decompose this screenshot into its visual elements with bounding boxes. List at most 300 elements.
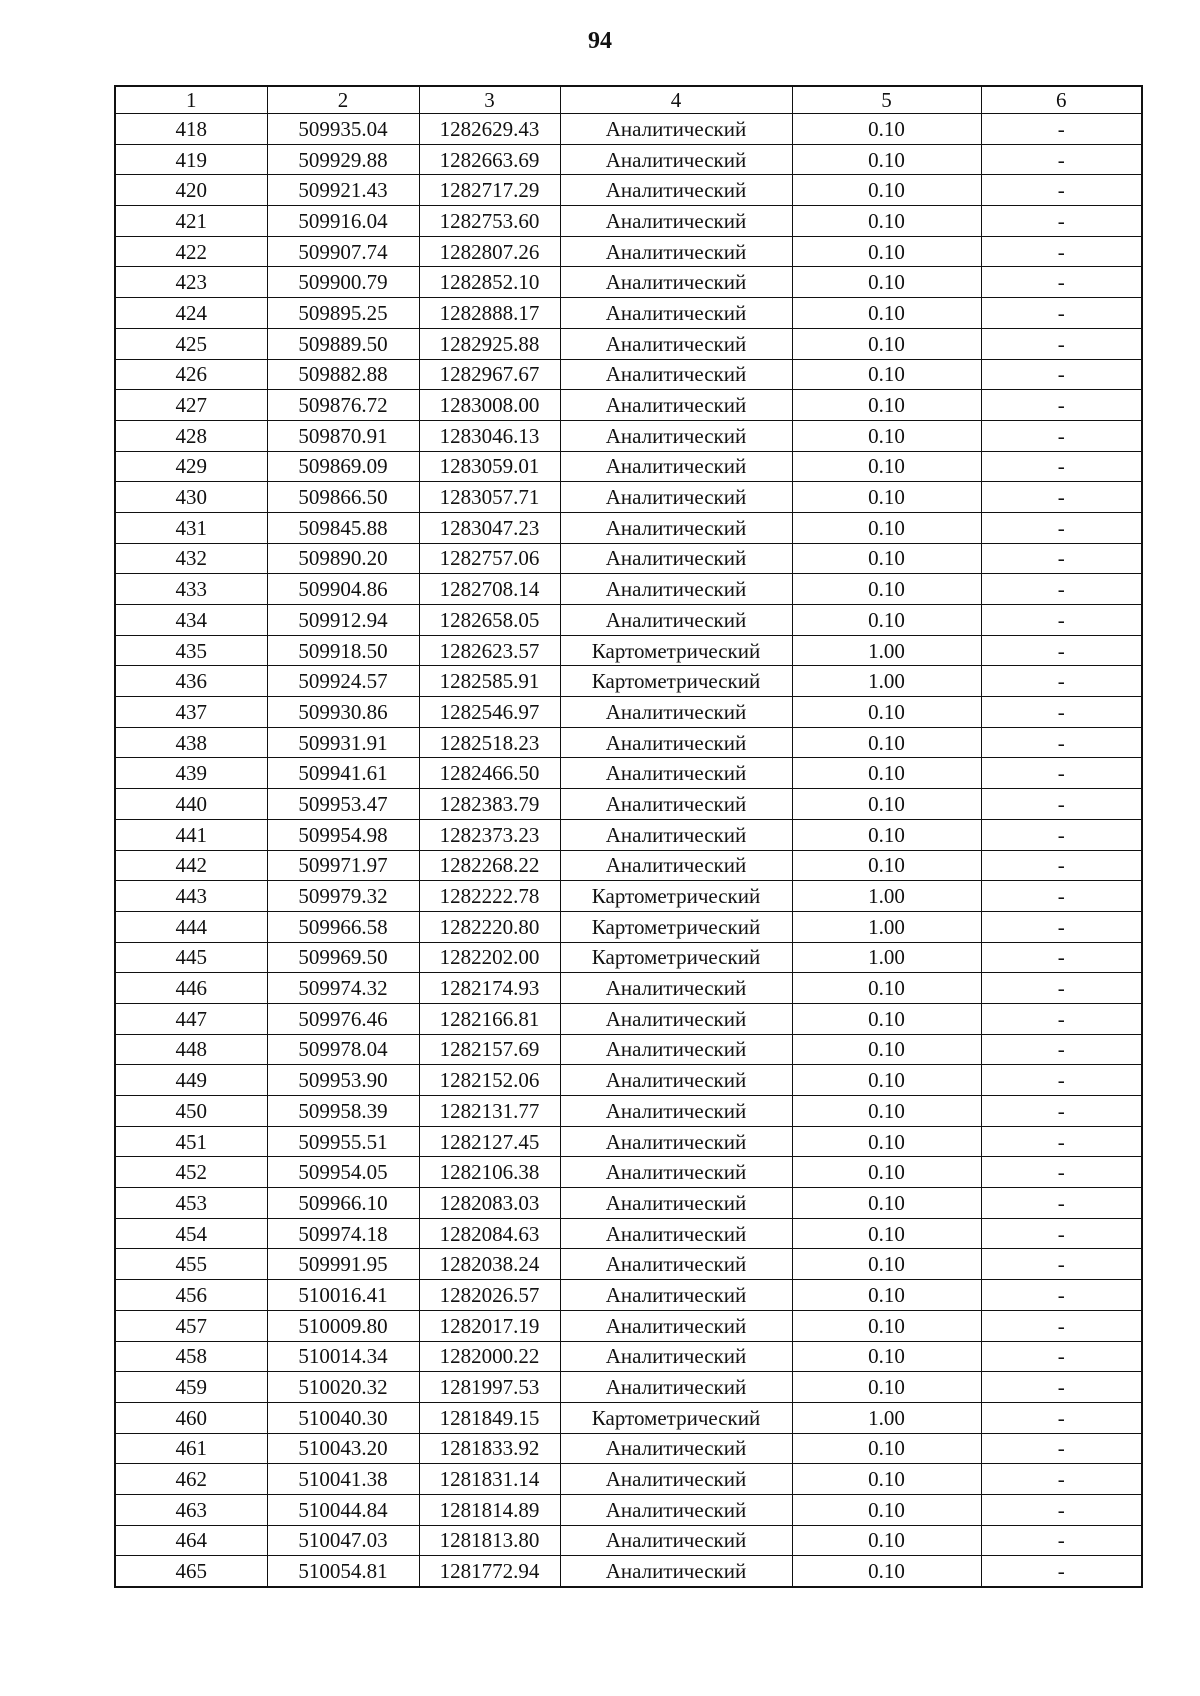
point-number-cell: 421 bbox=[115, 206, 267, 237]
note-cell: - bbox=[981, 236, 1142, 267]
point-number-cell: 460 bbox=[115, 1402, 267, 1433]
note-cell: - bbox=[981, 420, 1142, 451]
x-coordinate-cell: 510054.81 bbox=[267, 1556, 419, 1587]
y-coordinate-cell: 1283046.13 bbox=[419, 420, 560, 451]
note-cell: - bbox=[981, 1372, 1142, 1403]
x-coordinate-cell: 509953.47 bbox=[267, 789, 419, 820]
x-coordinate-cell: 509969.50 bbox=[267, 942, 419, 973]
table-row bbox=[115, 1034, 1142, 1065]
method-cell: Аналитический bbox=[560, 1372, 792, 1403]
accuracy-cell: 0.10 bbox=[792, 574, 981, 605]
y-coordinate-cell: 1282753.60 bbox=[419, 206, 560, 237]
point-number-cell: 454 bbox=[115, 1218, 267, 1249]
table-row bbox=[115, 328, 1142, 359]
column-header-5: 5 bbox=[792, 86, 981, 114]
accuracy-cell: 0.10 bbox=[792, 1556, 981, 1587]
note-cell: - bbox=[981, 1003, 1142, 1034]
method-cell: Аналитический bbox=[560, 482, 792, 513]
x-coordinate-cell: 509924.57 bbox=[267, 666, 419, 697]
note-cell: - bbox=[981, 512, 1142, 543]
method-cell: Аналитический bbox=[560, 819, 792, 850]
accuracy-cell: 0.10 bbox=[792, 1494, 981, 1525]
accuracy-cell: 0.10 bbox=[792, 390, 981, 421]
note-cell: - bbox=[981, 482, 1142, 513]
x-coordinate-cell: 510020.32 bbox=[267, 1372, 419, 1403]
table-body bbox=[115, 114, 1142, 1588]
method-cell: Аналитический bbox=[560, 1464, 792, 1495]
table-row bbox=[115, 420, 1142, 451]
y-coordinate-cell: 1282708.14 bbox=[419, 574, 560, 605]
y-coordinate-cell: 1282202.00 bbox=[419, 942, 560, 973]
method-cell: Аналитический bbox=[560, 512, 792, 543]
point-number-cell: 446 bbox=[115, 973, 267, 1004]
table-row bbox=[115, 206, 1142, 237]
method-cell: Аналитический bbox=[560, 1034, 792, 1065]
point-number-cell: 426 bbox=[115, 359, 267, 390]
column-header-6: 6 bbox=[981, 86, 1142, 114]
y-coordinate-cell: 1282585.91 bbox=[419, 666, 560, 697]
method-cell: Аналитический bbox=[560, 850, 792, 881]
x-coordinate-cell: 509954.98 bbox=[267, 819, 419, 850]
point-number-cell: 458 bbox=[115, 1341, 267, 1372]
note-cell: - bbox=[981, 605, 1142, 636]
point-number-cell: 457 bbox=[115, 1310, 267, 1341]
point-number-cell: 445 bbox=[115, 942, 267, 973]
note-cell: - bbox=[981, 1556, 1142, 1587]
note-cell: - bbox=[981, 1126, 1142, 1157]
y-coordinate-cell: 1282852.10 bbox=[419, 267, 560, 298]
note-cell: - bbox=[981, 1065, 1142, 1096]
table-row bbox=[115, 390, 1142, 421]
note-cell: - bbox=[981, 973, 1142, 1004]
y-coordinate-cell: 1282623.57 bbox=[419, 635, 560, 666]
x-coordinate-cell: 509921.43 bbox=[267, 175, 419, 206]
y-coordinate-cell: 1282106.38 bbox=[419, 1157, 560, 1188]
y-coordinate-cell: 1282166.81 bbox=[419, 1003, 560, 1034]
accuracy-cell: 0.10 bbox=[792, 420, 981, 451]
y-coordinate-cell: 1282083.03 bbox=[419, 1188, 560, 1219]
y-coordinate-cell: 1281849.15 bbox=[419, 1402, 560, 1433]
point-number-cell: 433 bbox=[115, 574, 267, 605]
table-row bbox=[115, 758, 1142, 789]
x-coordinate-cell: 509929.88 bbox=[267, 144, 419, 175]
method-cell: Картометрический bbox=[560, 666, 792, 697]
note-cell: - bbox=[981, 1096, 1142, 1127]
method-cell: Аналитический bbox=[560, 1065, 792, 1096]
y-coordinate-cell: 1282888.17 bbox=[419, 298, 560, 329]
note-cell: - bbox=[981, 1341, 1142, 1372]
method-cell: Картометрический bbox=[560, 942, 792, 973]
y-coordinate-cell: 1283059.01 bbox=[419, 451, 560, 482]
accuracy-cell: 0.10 bbox=[792, 1372, 981, 1403]
note-cell: - bbox=[981, 911, 1142, 942]
x-coordinate-cell: 509870.91 bbox=[267, 420, 419, 451]
point-number-cell: 452 bbox=[115, 1157, 267, 1188]
x-coordinate-cell: 509941.61 bbox=[267, 758, 419, 789]
x-coordinate-cell: 509931.91 bbox=[267, 727, 419, 758]
note-cell: - bbox=[981, 1433, 1142, 1464]
accuracy-cell: 0.10 bbox=[792, 1464, 981, 1495]
x-coordinate-cell: 510014.34 bbox=[267, 1341, 419, 1372]
point-number-cell: 464 bbox=[115, 1525, 267, 1556]
accuracy-cell: 0.10 bbox=[792, 1003, 981, 1034]
header-row bbox=[115, 86, 1142, 114]
note-cell: - bbox=[981, 697, 1142, 728]
method-cell: Аналитический bbox=[560, 1494, 792, 1525]
y-coordinate-cell: 1282373.23 bbox=[419, 819, 560, 850]
table-row bbox=[115, 1494, 1142, 1525]
method-cell: Аналитический bbox=[560, 1188, 792, 1219]
x-coordinate-cell: 509890.20 bbox=[267, 543, 419, 574]
method-cell: Аналитический bbox=[560, 298, 792, 329]
y-coordinate-cell: 1282518.23 bbox=[419, 727, 560, 758]
x-coordinate-cell: 509976.46 bbox=[267, 1003, 419, 1034]
y-coordinate-cell: 1282084.63 bbox=[419, 1218, 560, 1249]
x-coordinate-cell: 509900.79 bbox=[267, 267, 419, 298]
y-coordinate-cell: 1282757.06 bbox=[419, 543, 560, 574]
point-number-cell: 427 bbox=[115, 390, 267, 421]
method-cell: Картометрический bbox=[560, 1402, 792, 1433]
x-coordinate-cell: 509979.32 bbox=[267, 881, 419, 912]
accuracy-cell: 1.00 bbox=[792, 942, 981, 973]
method-cell: Аналитический bbox=[560, 1433, 792, 1464]
point-number-cell: 462 bbox=[115, 1464, 267, 1495]
method-cell: Аналитический bbox=[560, 727, 792, 758]
point-number-cell: 420 bbox=[115, 175, 267, 206]
point-number-cell: 423 bbox=[115, 267, 267, 298]
accuracy-cell: 1.00 bbox=[792, 881, 981, 912]
y-coordinate-cell: 1282658.05 bbox=[419, 605, 560, 636]
note-cell: - bbox=[981, 390, 1142, 421]
x-coordinate-cell: 509866.50 bbox=[267, 482, 419, 513]
note-cell: - bbox=[981, 1494, 1142, 1525]
note-cell: - bbox=[981, 727, 1142, 758]
column-header-2: 2 bbox=[267, 86, 419, 114]
point-number-cell: 422 bbox=[115, 236, 267, 267]
method-cell: Аналитический bbox=[560, 267, 792, 298]
table-row bbox=[115, 451, 1142, 482]
y-coordinate-cell: 1282629.43 bbox=[419, 114, 560, 145]
accuracy-cell: 0.10 bbox=[792, 727, 981, 758]
method-cell: Картометрический bbox=[560, 911, 792, 942]
point-number-cell: 461 bbox=[115, 1433, 267, 1464]
point-number-cell: 432 bbox=[115, 543, 267, 574]
table-row bbox=[115, 236, 1142, 267]
accuracy-cell: 0.10 bbox=[792, 850, 981, 881]
x-coordinate-cell: 509935.04 bbox=[267, 114, 419, 145]
y-coordinate-cell: 1282152.06 bbox=[419, 1065, 560, 1096]
point-number-cell: 443 bbox=[115, 881, 267, 912]
note-cell: - bbox=[981, 850, 1142, 881]
note-cell: - bbox=[981, 819, 1142, 850]
accuracy-cell: 0.10 bbox=[792, 1341, 981, 1372]
table-row bbox=[115, 1280, 1142, 1311]
method-cell: Аналитический bbox=[560, 1218, 792, 1249]
note-cell: - bbox=[981, 267, 1142, 298]
accuracy-cell: 0.10 bbox=[792, 1310, 981, 1341]
note-cell: - bbox=[981, 175, 1142, 206]
accuracy-cell: 1.00 bbox=[792, 1402, 981, 1433]
point-number-cell: 438 bbox=[115, 727, 267, 758]
table-row bbox=[115, 666, 1142, 697]
y-coordinate-cell: 1282222.78 bbox=[419, 881, 560, 912]
method-cell: Аналитический bbox=[560, 1341, 792, 1372]
y-coordinate-cell: 1281814.89 bbox=[419, 1494, 560, 1525]
point-number-cell: 440 bbox=[115, 789, 267, 820]
table-header bbox=[115, 86, 1142, 114]
coordinates-table bbox=[114, 85, 1143, 1588]
accuracy-cell: 0.10 bbox=[792, 1126, 981, 1157]
table-row bbox=[115, 574, 1142, 605]
x-coordinate-cell: 509955.51 bbox=[267, 1126, 419, 1157]
note-cell: - bbox=[981, 206, 1142, 237]
point-number-cell: 447 bbox=[115, 1003, 267, 1034]
method-cell: Аналитический bbox=[560, 390, 792, 421]
table-row bbox=[115, 1003, 1142, 1034]
method-cell: Картометрический bbox=[560, 881, 792, 912]
table-row bbox=[115, 1188, 1142, 1219]
y-coordinate-cell: 1282663.69 bbox=[419, 144, 560, 175]
accuracy-cell: 0.10 bbox=[792, 206, 981, 237]
accuracy-cell: 0.10 bbox=[792, 605, 981, 636]
accuracy-cell: 0.10 bbox=[792, 1433, 981, 1464]
accuracy-cell: 0.10 bbox=[792, 1034, 981, 1065]
point-number-cell: 448 bbox=[115, 1034, 267, 1065]
note-cell: - bbox=[981, 1310, 1142, 1341]
point-number-cell: 465 bbox=[115, 1556, 267, 1587]
point-number-cell: 428 bbox=[115, 420, 267, 451]
table-row bbox=[115, 1157, 1142, 1188]
y-coordinate-cell: 1282967.67 bbox=[419, 359, 560, 390]
y-coordinate-cell: 1281833.92 bbox=[419, 1433, 560, 1464]
x-coordinate-cell: 509978.04 bbox=[267, 1034, 419, 1065]
note-cell: - bbox=[981, 1402, 1142, 1433]
note-cell: - bbox=[981, 1157, 1142, 1188]
accuracy-cell: 0.10 bbox=[792, 697, 981, 728]
y-coordinate-cell: 1281831.14 bbox=[419, 1464, 560, 1495]
accuracy-cell: 1.00 bbox=[792, 666, 981, 697]
accuracy-cell: 0.10 bbox=[792, 973, 981, 1004]
note-cell: - bbox=[981, 114, 1142, 145]
point-number-cell: 418 bbox=[115, 114, 267, 145]
x-coordinate-cell: 510040.30 bbox=[267, 1402, 419, 1433]
y-coordinate-cell: 1282000.22 bbox=[419, 1341, 560, 1372]
method-cell: Аналитический bbox=[560, 175, 792, 206]
accuracy-cell: 0.10 bbox=[792, 144, 981, 175]
method-cell: Аналитический bbox=[560, 420, 792, 451]
y-coordinate-cell: 1281997.53 bbox=[419, 1372, 560, 1403]
y-coordinate-cell: 1282466.50 bbox=[419, 758, 560, 789]
x-coordinate-cell: 510009.80 bbox=[267, 1310, 419, 1341]
x-coordinate-cell: 509895.25 bbox=[267, 298, 419, 329]
table-row bbox=[115, 635, 1142, 666]
table-row bbox=[115, 789, 1142, 820]
y-coordinate-cell: 1283047.23 bbox=[419, 512, 560, 543]
x-coordinate-cell: 510044.84 bbox=[267, 1494, 419, 1525]
accuracy-cell: 0.10 bbox=[792, 1065, 981, 1096]
x-coordinate-cell: 509971.97 bbox=[267, 850, 419, 881]
accuracy-cell: 0.10 bbox=[792, 298, 981, 329]
accuracy-cell: 0.10 bbox=[792, 789, 981, 820]
method-cell: Аналитический bbox=[560, 697, 792, 728]
point-number-cell: 419 bbox=[115, 144, 267, 175]
method-cell: Аналитический bbox=[560, 451, 792, 482]
y-coordinate-cell: 1282174.93 bbox=[419, 973, 560, 1004]
method-cell: Аналитический bbox=[560, 1310, 792, 1341]
x-coordinate-cell: 509889.50 bbox=[267, 328, 419, 359]
table-row bbox=[115, 1464, 1142, 1495]
x-coordinate-cell: 509930.86 bbox=[267, 697, 419, 728]
method-cell: Аналитический bbox=[560, 758, 792, 789]
y-coordinate-cell: 1282925.88 bbox=[419, 328, 560, 359]
table-row bbox=[115, 1096, 1142, 1127]
accuracy-cell: 0.10 bbox=[792, 359, 981, 390]
table-row bbox=[115, 482, 1142, 513]
accuracy-cell: 0.10 bbox=[792, 819, 981, 850]
table-row bbox=[115, 1341, 1142, 1372]
note-cell: - bbox=[981, 1280, 1142, 1311]
method-cell: Аналитический bbox=[560, 1096, 792, 1127]
note-cell: - bbox=[981, 543, 1142, 574]
point-number-cell: 434 bbox=[115, 605, 267, 636]
table-row bbox=[115, 1372, 1142, 1403]
y-coordinate-cell: 1282157.69 bbox=[419, 1034, 560, 1065]
table-row bbox=[115, 298, 1142, 329]
point-number-cell: 451 bbox=[115, 1126, 267, 1157]
table-row bbox=[115, 359, 1142, 390]
x-coordinate-cell: 509966.10 bbox=[267, 1188, 419, 1219]
x-coordinate-cell: 509912.94 bbox=[267, 605, 419, 636]
point-number-cell: 444 bbox=[115, 911, 267, 942]
y-coordinate-cell: 1282220.80 bbox=[419, 911, 560, 942]
y-coordinate-cell: 1282038.24 bbox=[419, 1249, 560, 1280]
column-header-3: 3 bbox=[419, 86, 560, 114]
x-coordinate-cell: 509916.04 bbox=[267, 206, 419, 237]
table-row bbox=[115, 973, 1142, 1004]
y-coordinate-cell: 1282026.57 bbox=[419, 1280, 560, 1311]
note-cell: - bbox=[981, 328, 1142, 359]
accuracy-cell: 0.10 bbox=[792, 1157, 981, 1188]
table-row bbox=[115, 727, 1142, 758]
table-row bbox=[115, 1556, 1142, 1587]
point-number-cell: 429 bbox=[115, 451, 267, 482]
note-cell: - bbox=[981, 359, 1142, 390]
table-row bbox=[115, 942, 1142, 973]
table-row bbox=[115, 175, 1142, 206]
table-row bbox=[115, 267, 1142, 298]
method-cell: Аналитический bbox=[560, 1157, 792, 1188]
method-cell: Аналитический bbox=[560, 1556, 792, 1587]
y-coordinate-cell: 1282017.19 bbox=[419, 1310, 560, 1341]
point-number-cell: 449 bbox=[115, 1065, 267, 1096]
point-number-cell: 425 bbox=[115, 328, 267, 359]
note-cell: - bbox=[981, 1188, 1142, 1219]
method-cell: Аналитический bbox=[560, 236, 792, 267]
point-number-cell: 455 bbox=[115, 1249, 267, 1280]
x-coordinate-cell: 509974.18 bbox=[267, 1218, 419, 1249]
table-row bbox=[115, 881, 1142, 912]
method-cell: Аналитический bbox=[560, 605, 792, 636]
x-coordinate-cell: 509954.05 bbox=[267, 1157, 419, 1188]
accuracy-cell: 0.10 bbox=[792, 328, 981, 359]
note-cell: - bbox=[981, 1249, 1142, 1280]
x-coordinate-cell: 509882.88 bbox=[267, 359, 419, 390]
method-cell: Аналитический bbox=[560, 574, 792, 605]
note-cell: - bbox=[981, 942, 1142, 973]
method-cell: Картометрический bbox=[560, 635, 792, 666]
accuracy-cell: 0.10 bbox=[792, 267, 981, 298]
x-coordinate-cell: 510043.20 bbox=[267, 1433, 419, 1464]
method-cell: Аналитический bbox=[560, 1126, 792, 1157]
y-coordinate-cell: 1282127.45 bbox=[419, 1126, 560, 1157]
x-coordinate-cell: 510016.41 bbox=[267, 1280, 419, 1311]
accuracy-cell: 0.10 bbox=[792, 1188, 981, 1219]
point-number-cell: 453 bbox=[115, 1188, 267, 1219]
point-number-cell: 463 bbox=[115, 1494, 267, 1525]
y-coordinate-cell: 1282383.79 bbox=[419, 789, 560, 820]
x-coordinate-cell: 509991.95 bbox=[267, 1249, 419, 1280]
note-cell: - bbox=[981, 635, 1142, 666]
note-cell: - bbox=[981, 758, 1142, 789]
point-number-cell: 430 bbox=[115, 482, 267, 513]
accuracy-cell: 0.10 bbox=[792, 175, 981, 206]
method-cell: Аналитический bbox=[560, 1280, 792, 1311]
table-row bbox=[115, 512, 1142, 543]
table-row bbox=[115, 605, 1142, 636]
point-number-cell: 437 bbox=[115, 697, 267, 728]
table-row bbox=[115, 1126, 1142, 1157]
y-coordinate-cell: 1283008.00 bbox=[419, 390, 560, 421]
point-number-cell: 450 bbox=[115, 1096, 267, 1127]
table-row bbox=[115, 114, 1142, 145]
accuracy-cell: 0.10 bbox=[792, 543, 981, 574]
table-row bbox=[115, 1525, 1142, 1556]
accuracy-cell: 0.10 bbox=[792, 114, 981, 145]
table-row bbox=[115, 819, 1142, 850]
x-coordinate-cell: 509953.90 bbox=[267, 1065, 419, 1096]
x-coordinate-cell: 509907.74 bbox=[267, 236, 419, 267]
point-number-cell: 456 bbox=[115, 1280, 267, 1311]
accuracy-cell: 0.10 bbox=[792, 482, 981, 513]
page-number: 94 bbox=[588, 28, 612, 54]
method-cell: Аналитический bbox=[560, 328, 792, 359]
point-number-cell: 436 bbox=[115, 666, 267, 697]
table-row bbox=[115, 911, 1142, 942]
method-cell: Аналитический bbox=[560, 1525, 792, 1556]
accuracy-cell: 0.10 bbox=[792, 451, 981, 482]
point-number-cell: 431 bbox=[115, 512, 267, 543]
note-cell: - bbox=[981, 298, 1142, 329]
x-coordinate-cell: 509876.72 bbox=[267, 390, 419, 421]
table-row bbox=[115, 1249, 1142, 1280]
note-cell: - bbox=[981, 1218, 1142, 1249]
y-coordinate-cell: 1282717.29 bbox=[419, 175, 560, 206]
accuracy-cell: 0.10 bbox=[792, 512, 981, 543]
point-number-cell: 459 bbox=[115, 1372, 267, 1403]
accuracy-cell: 0.10 bbox=[792, 236, 981, 267]
method-cell: Аналитический bbox=[560, 206, 792, 237]
x-coordinate-cell: 510047.03 bbox=[267, 1525, 419, 1556]
accuracy-cell: 0.10 bbox=[792, 1280, 981, 1311]
method-cell: Аналитический bbox=[560, 359, 792, 390]
accuracy-cell: 0.10 bbox=[792, 758, 981, 789]
method-cell: Аналитический bbox=[560, 144, 792, 175]
method-cell: Аналитический bbox=[560, 114, 792, 145]
y-coordinate-cell: 1283057.71 bbox=[419, 482, 560, 513]
y-coordinate-cell: 1282131.77 bbox=[419, 1096, 560, 1127]
note-cell: - bbox=[981, 1464, 1142, 1495]
table-row bbox=[115, 697, 1142, 728]
